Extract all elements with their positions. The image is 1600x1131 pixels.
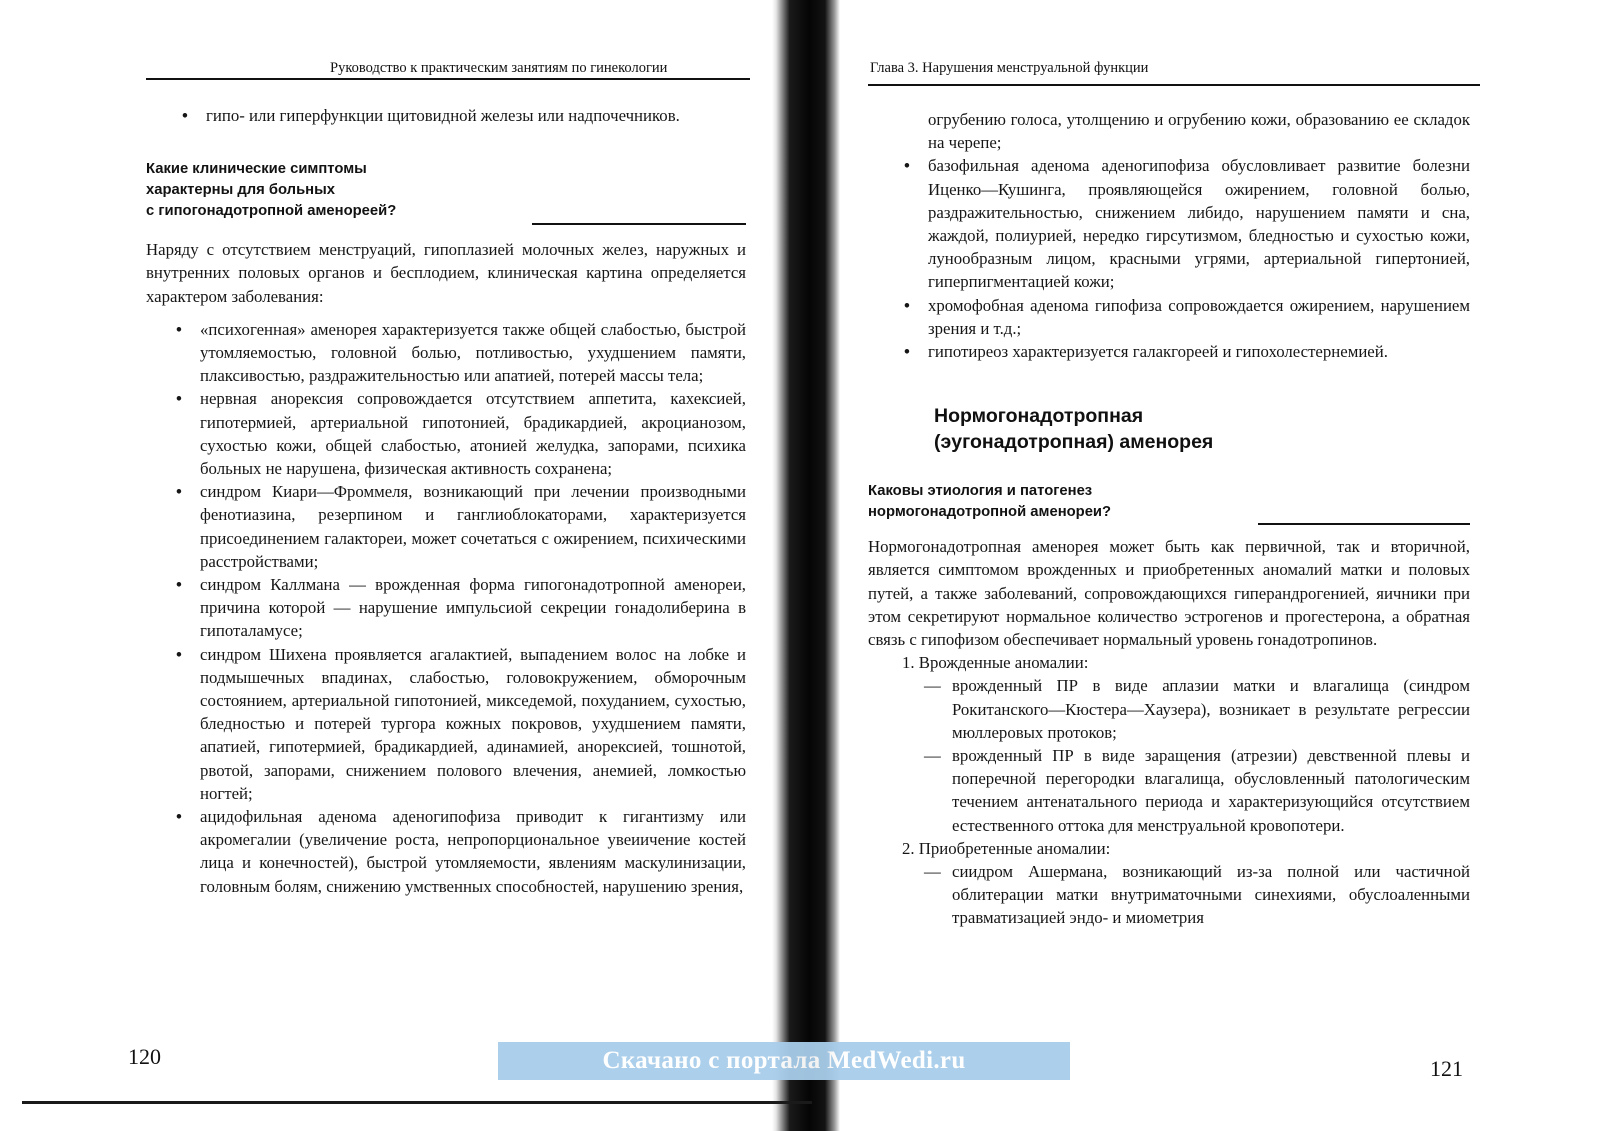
- section-title: [868, 403, 1470, 455]
- scan-bottom-edge: [22, 1101, 812, 1104]
- question-line: нормогонадотропной аменореи?: [868, 504, 1112, 521]
- etiology-paragraph: Нормогонадотропная аменорея может быть как первичной, так и вторичной, является симптомом врожденных и приобретенных аномалий матки и половых путей, а также заболеваний, сопровождающихся гиперандрогенией, яичники при этом секретируют нормальное количество эстрогенов и прогестерона, а обратная связь с гипофизом обеспечивает нормальный уровень гонадотропинов.: [868, 537, 1470, 650]
- question-heading: [146, 159, 746, 222]
- anomaly-group-title: 2. Приобретенные аномалии:: [902, 838, 1111, 858]
- continuation-paragraph: огрубению голоса, утолщению и огрубению кожи, образованию ее складок на черепе;: [928, 110, 1470, 153]
- anomaly-group-title: 1. Врожденные аномалии:: [902, 653, 1089, 673]
- list-item: • гипотиреоз характеризуется галакгореей и гипохолестернемией.: [904, 340, 1470, 363]
- adenoma-bullets: [868, 154, 1470, 363]
- page-number-right: 121: [1430, 1056, 1463, 1081]
- list-item: • базофильная аденома аденогипофиза обусловливает развитие болезни Иценко—Кушинга, проявляющейся ожирением, головной болью, раздражительностью, снижением либидо, нарушением памяти и сна, жаждой, полиурией, нередко гирсутизмом, бледностью и сухостью кожи, лунообразным лицом, красными угрями, артериальной гипертонией, гиперпигментацией кожи;: [904, 154, 1470, 293]
- right-column: [868, 108, 1470, 930]
- question-rule: [532, 223, 746, 225]
- anomaly-group: [868, 837, 1470, 930]
- question-heading: [868, 481, 1470, 523]
- list-item: • синдром Каллмана — врожденная форма гипогонадотропной аменореи, причина которой — нарушение импульсиой секреции гонадолиберина в гипоталамусе;: [176, 573, 746, 643]
- section-title-line: Нормогонадотропная: [934, 405, 1144, 428]
- download-watermark-banner: Скачано с портала MedWedi.ru: [498, 1042, 1070, 1080]
- list-item: • ацидофильная аденома аденогипофиза приводит к гигантизму или акромегалии (увеличение роста, непропорциональное увеиичение костей лица и конечностей), быстрой утомляемости, явлениям маскулинизации, головным болям, снижению умственных способностей, нарушению зрения,: [176, 805, 746, 898]
- anomaly-dash-list: [902, 674, 1470, 836]
- list-item: • хромофобная аденома гипофиза сопровождается ожирением, нарушением зрения и т.д.;: [904, 294, 1470, 340]
- question-line: с гипогонадотропной аменореей?: [146, 203, 397, 220]
- list-item: • синдром Киари—Фроммеля, возникающий при лечении производными фенотиазина, резерпином и ганглиоблокаторами, характеризуется присоединением галактореи, может сочетаться с ожирением, психическими расстройствами;: [176, 480, 746, 573]
- anomaly-group: [868, 651, 1470, 837]
- list-item: — врожденный ПР в виде аплазии матки и влагалища (синдром Рокитанского—Кюстера—Хаузера), возникает в результате регрессии мюллеровых протоков;: [924, 674, 1470, 744]
- list-item: • синдром Шихена проявляется агалактией, выпадением волос на лобке и подмышечных впадинах, слабостью, головокружением, обморочным состоянием, артериальной гипотонией, микседемой, похуданием, сухостью, бледностью и потерей тургора кожных покровов, ухудшением памяти, апатией, гипотермией, брадикардией, адинамией, анорексией, тошнотой, рвотой, запорами, снижением полового влечения, анемией, ломкостью ногтей;: [176, 643, 746, 805]
- list-item: • нервная анорексия сопровождается отсутствием аппетита, кахексией, гипотермией, артериальной гипотонией, брадикардией, акроцианозом, сухостью кожи, общей слабостью, атонией желудка, запорами, психика больных не нарушена, физическая активность сохранена;: [176, 387, 746, 480]
- question-line: Каковы этиология и патогенез: [868, 483, 1093, 500]
- list-item: • «психогенная» аменорея характеризуется также общей слабостью, быстрой утомляемостью, головной болью, потливостью, ухудшением памяти, плаксивостью, раздражительностью или апатией, потерей массы тела;: [176, 318, 746, 388]
- list-item: — врожденный ПР в виде заращения (атрезии) девственной плевы и поперечной перегородки влагалища, обусловленный патологическим течением антенатального периода и характеризующийся отсутствием естественного оттока для менструальной кровопотери.: [924, 744, 1470, 837]
- header-rule-left: [146, 78, 750, 80]
- page-number-left: 120: [128, 1044, 161, 1069]
- running-head-right: Глава 3. Нарушения менструальной функции: [870, 60, 1149, 76]
- running-head-left: Руководство к практическим занятиям по гинекологии: [330, 60, 668, 76]
- intro-bullet-list: [146, 104, 746, 127]
- question-line: характерны для больных: [146, 182, 335, 199]
- list-item: • гипо- или гиперфункции щитовидной железы или надпочечников.: [182, 104, 746, 127]
- left-column: [146, 104, 746, 898]
- header-rule-right: [868, 84, 1480, 86]
- intro-paragraph: Наряду с отсутствием менструаций, гипоплазией молочных желез, наружных и внутренних половых органов и бесплодием, клиническая картина определяется характером заболевания:: [146, 240, 746, 306]
- section-title-line: (эугонадотропная) аменорея: [934, 431, 1214, 454]
- question-rule: [1258, 523, 1470, 525]
- question-line: Какие клинические симптомы: [146, 161, 367, 178]
- symptom-bullets: [146, 318, 746, 898]
- list-item: — сиидром Ашермана, возникающий из-за полной или частичной облитерации матки внутриматочными синехиями, обуслоаленными травматизацией эндо- и миометрия: [924, 860, 1470, 930]
- right-page: [812, 0, 1600, 1131]
- anomaly-dash-list: [902, 860, 1470, 930]
